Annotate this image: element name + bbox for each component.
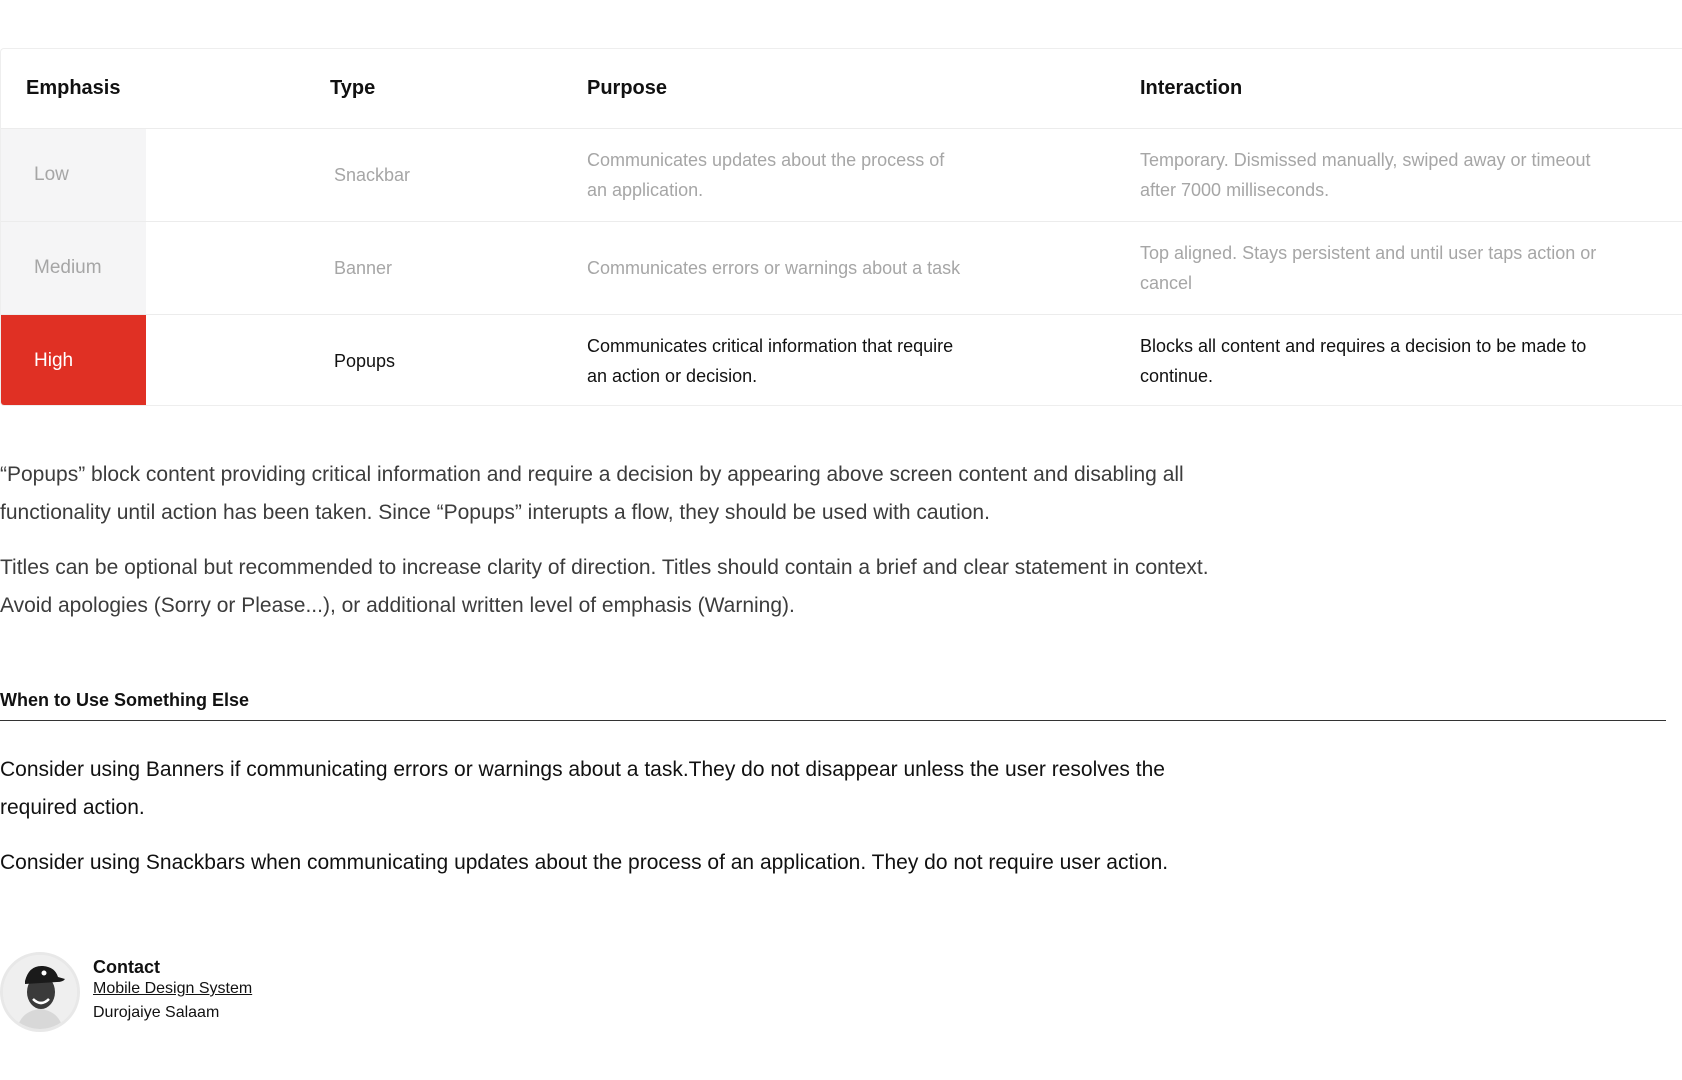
table-row (1, 315, 1682, 406)
emphasis-label: Low (34, 164, 69, 185)
table-header (1, 49, 1682, 129)
purpose-cell: Communicates updates about the process of an application. (587, 150, 945, 200)
emphasis-label: High (34, 350, 74, 371)
interaction-cell: Temporary. Dismissed manually, swiped away or timeout after 7000 milliseconds. (1140, 150, 1591, 200)
purpose-cell: Communicates critical information that require an action or decision. (587, 336, 954, 386)
banners-guidance: Consider using Banners if communicating errors or warnings about a task.They do not disappear unless the user resolves the required action. (0, 758, 1165, 819)
header-emphasis: Emphasis (26, 77, 121, 99)
table-row (1, 222, 1682, 315)
emphasis-label: Medium (34, 257, 102, 278)
purpose-cell: Communicates errors or warnings about a task (587, 258, 961, 278)
mobile-design-system-link[interactable]: Mobile Design System (93, 980, 253, 997)
contact-title: Contact (93, 957, 160, 977)
type-cell: Snackbar (334, 165, 411, 185)
snackbars-guidance: Consider using Snackbars when communicating updates about the process of an application. They do not require user action. (0, 851, 1169, 874)
interaction-cell: Blocks all content and requires a decision to be made to continue. (1140, 336, 1587, 386)
popups-description: “Popups” block content providing critical information and require a decision by appearing above screen content and disabling all functionality until action has been taken. Since “Popups” interupts a flow, they should be used with caution. (0, 463, 1184, 524)
emphasis-table (0, 48, 1682, 406)
header-purpose: Purpose (587, 77, 668, 99)
header-type: Type (330, 77, 376, 99)
emphasis-cell-low (1, 129, 146, 221)
section-divider (0, 720, 1666, 721)
titles-guidance: Titles can be optional but recommended to increase clarity of direction. Titles should contain a brief and clear statement in context. Avoid apologies (Sorry or Please...), or additional written level of emphasis (Warning). (0, 556, 1209, 617)
avatar (0, 952, 80, 1032)
section-title-something-else: When to Use Something Else (0, 690, 250, 710)
table-row (1, 129, 1682, 222)
type-cell: Popups (334, 351, 396, 371)
header-interaction: Interaction (1140, 77, 1243, 99)
emphasis-cell-medium (1, 222, 146, 314)
contact-name: Durojaiye Salaam (93, 1004, 220, 1021)
emphasis-cell-high (1, 315, 146, 406)
person-photo-icon (3, 955, 77, 1029)
type-cell: Banner (334, 258, 393, 278)
interaction-cell: Top aligned. Stays persistent and until user taps action or cancel (1140, 243, 1597, 293)
